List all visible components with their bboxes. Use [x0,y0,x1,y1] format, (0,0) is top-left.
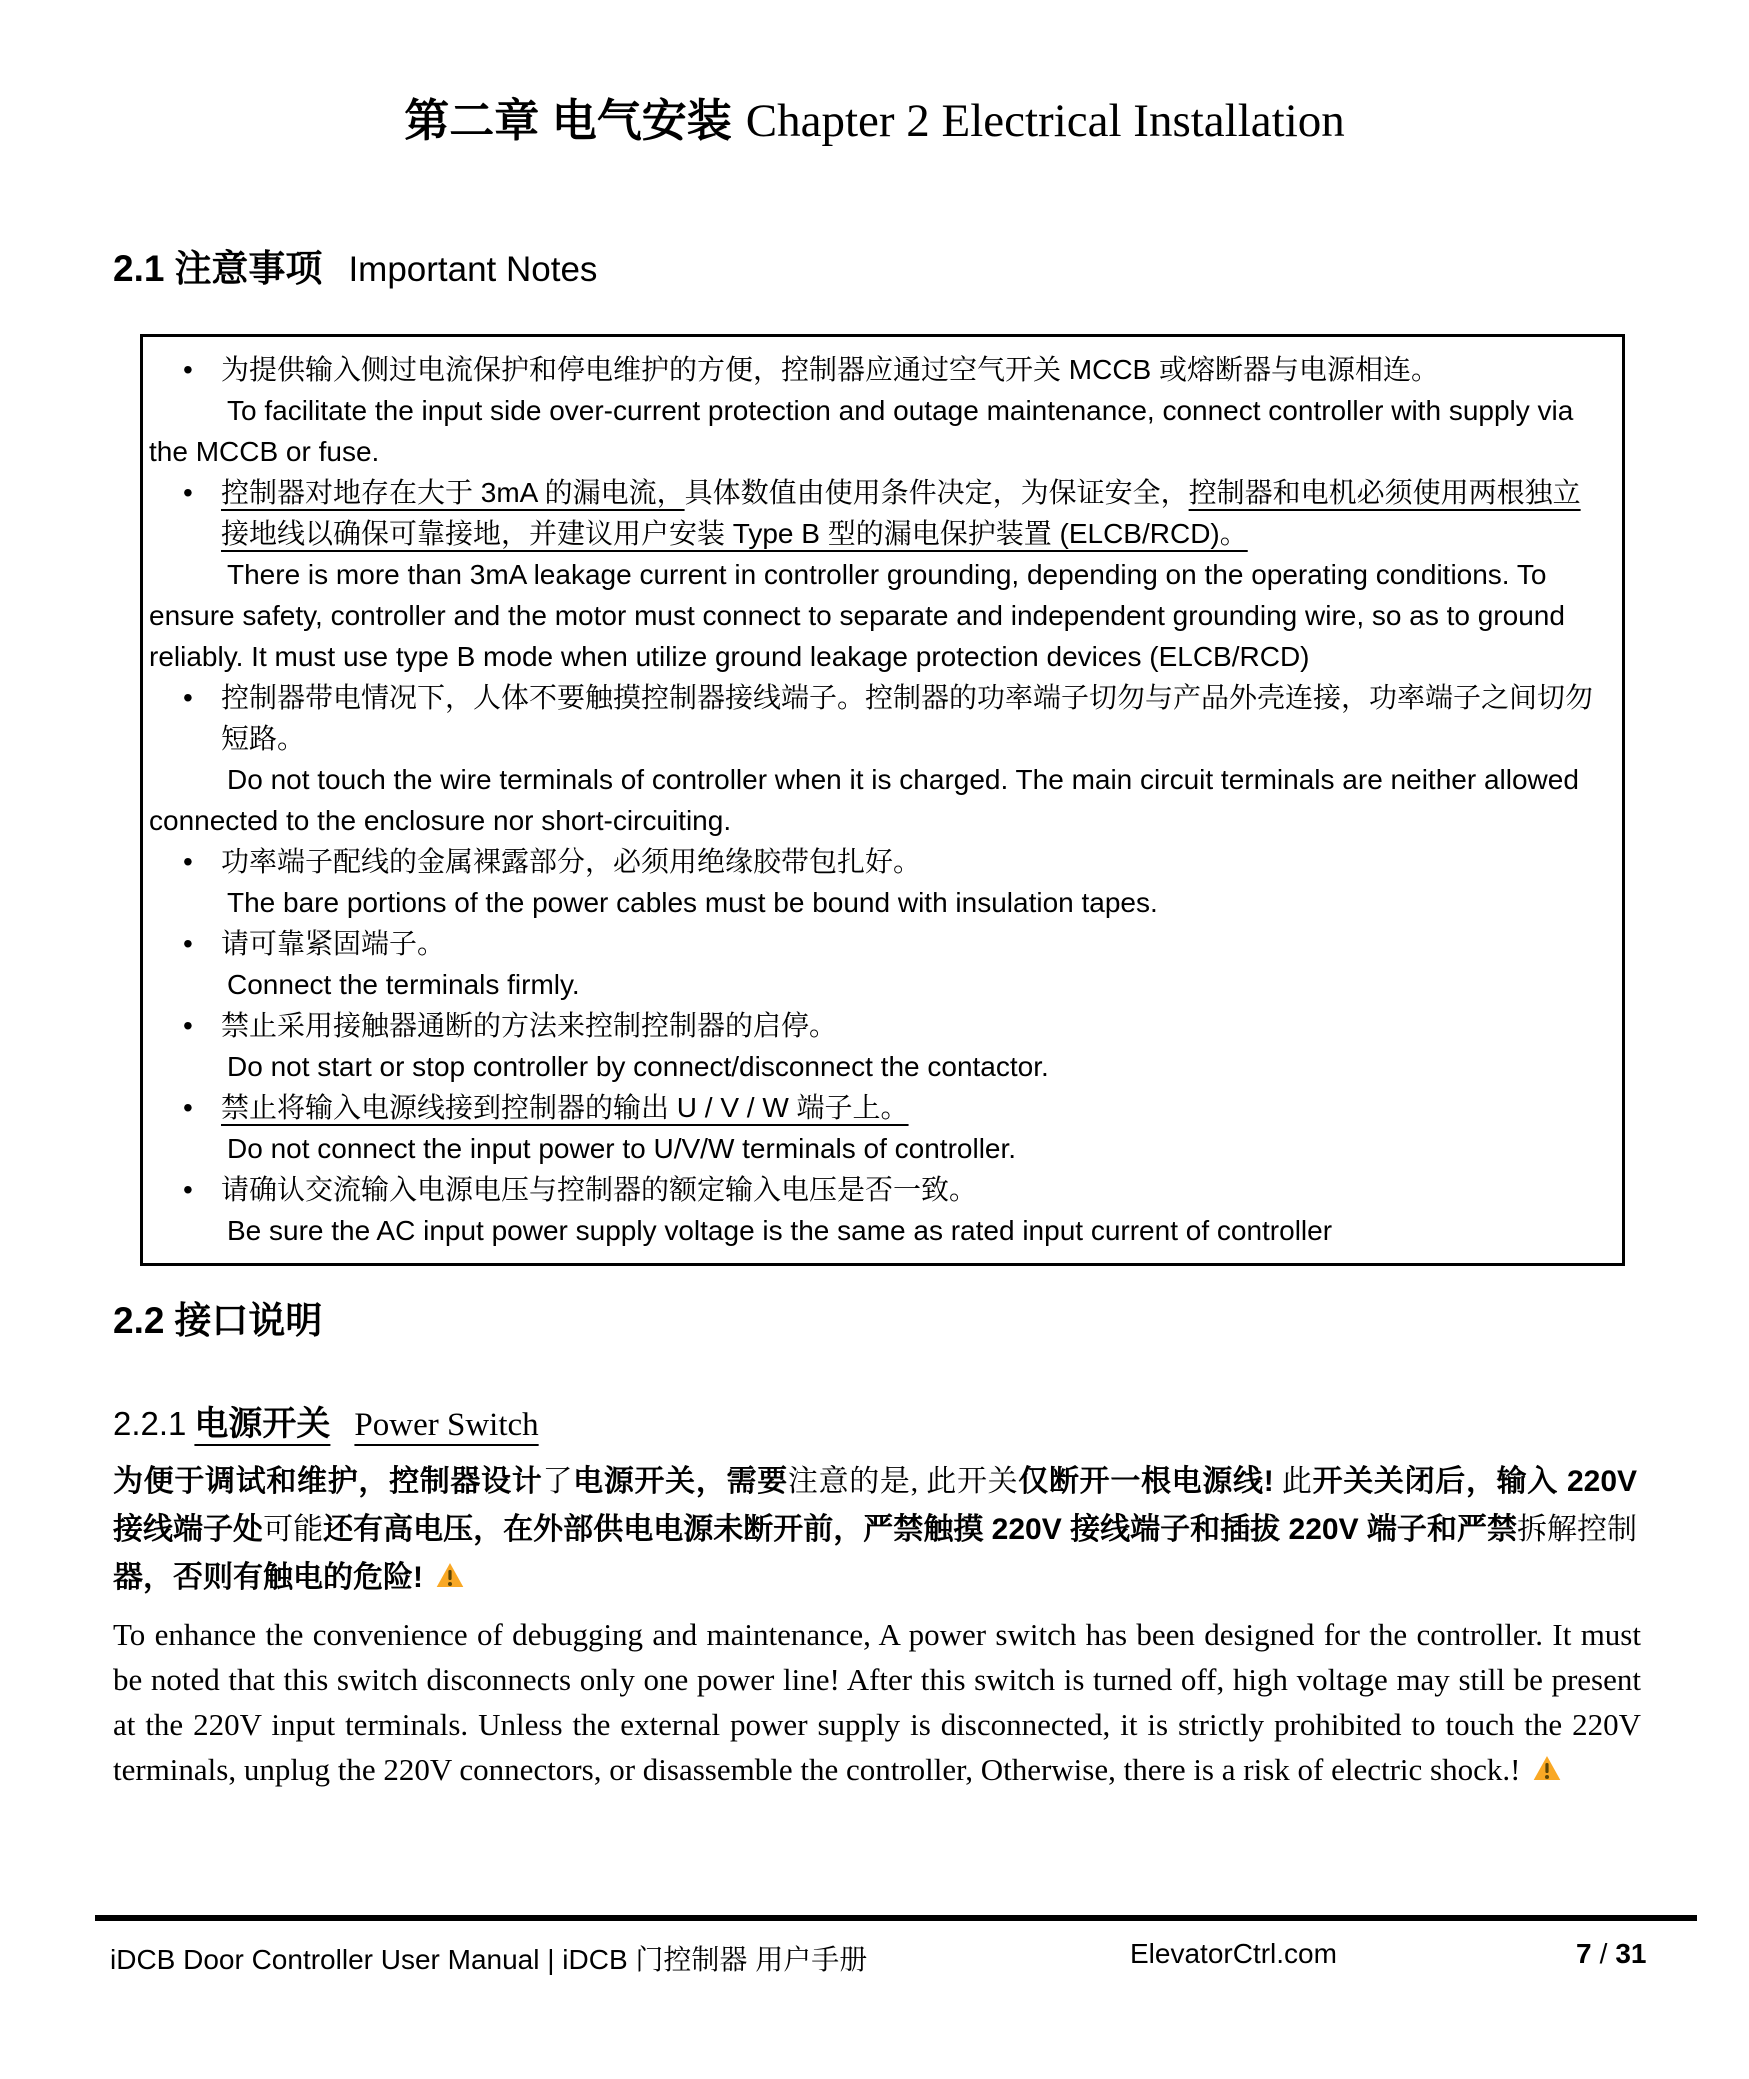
page-total: 31 [1615,1938,1647,1969]
note-item [149,349,1602,472]
section-title-zh: 电源开关 [194,1405,331,1443]
important-notes-box [140,334,1625,1266]
note-zh-line [149,1005,1602,1046]
warning-icon [1530,1751,1564,1796]
section-title-en: Important Notes [348,250,598,289]
note-item [149,677,1602,841]
bullet-icon: • [183,846,193,877]
power-switch-en-text: To enhance the convenience of debugging and maintenance, A power switch has been designed for the controller. It must be noted that this switch disconnects only one power line! After this switch is turned off, high voltage may still be present at the 220V input terminals. Unless the external power supply is disconnected, it is strictly prohibited to touch the 220V terminals, unplug the 220V connectors, or disassemble the controller, Otherwise, there is a risk of electric shock.! [113,1617,1641,1787]
footer-manual-title: iDCB Door Controller User Manual | iDCB 门控制器 用户手册 [110,1944,868,1975]
note-zh-text: 控制器对地存在大于 3mA 的漏电流，具体数值由使用条件决定，为保证安全，控制器和电机必须使用两根独立接地线以确保可靠接地，并建议用户安装 Type B 型的漏电保护装置 (ELCB/RCD)。 [221,477,1581,549]
bullet-icon: • [183,354,193,385]
section-number: 2.1 [113,248,165,289]
bullet-icon: • [183,1092,193,1123]
page-current: 7 [1576,1938,1592,1969]
note-zh-text: 请确认交流输入电源电压与控制器的额定输入电压是否一致。 [221,1174,978,1205]
note-item [149,472,1602,677]
note-en-line: There is more than 3mA leakage current in controller grounding, depending on the operating conditions. To ensure safety, controller and the motor must connect to separate and independent grounding wire, so as to ground reliably. It must use type B mode when utilize ground leakage protection devices (ELCB/RCD) [149,559,1565,672]
note-zh-text: 禁止将输入电源线接到控制器的输出 U / V / W 端子上。 [221,1092,909,1123]
footer-page-number [1576,1938,1647,1970]
footer-website: ElevatorCtrl.com [1130,1938,1337,1969]
note-en-line: Do not start or stop controller by connect/disconnect the contactor. [227,1051,1049,1082]
section-title-en: Power Switch [354,1407,539,1443]
note-zh-line [149,1087,1602,1128]
note-item [149,1005,1602,1087]
bullet-icon: • [183,1174,193,1205]
note-item [149,1087,1602,1169]
section-heading-2-2 [113,1290,322,1344]
bullet-icon: • [183,477,193,508]
note-zh-text: 控制器带电情况下，人体不要触摸控制器接线端子。控制器的功率端子切勿与产品外壳连接，功率端子之间切勿短路。 [221,682,1594,754]
note-item [149,923,1602,1005]
note-zh-text: 请可靠紧固端子。 [221,928,446,959]
power-switch-zh-text: 为便于调试和维护，控制器设计了电源开关，需要注意的是, 此开关仅断开一根电源线! 此开关关闭后，输入 220V 接线端子处可能还有高电压，在外部供电电源未断开前，严禁触摸 220V 接线端子和插拔 220V 端子和严禁拆解控制器，否则有触电的危险! [113,1465,1638,1594]
section-heading-2-1 [113,238,597,292]
note-en-line: Be sure the AC input power supply voltage is the same as rated input current of controller [227,1215,1333,1246]
note-zh-line [149,841,1602,882]
footer-rule [95,1915,1697,1921]
section-title-zh: 注意事项 [174,248,323,289]
power-switch-paragraph-zh [113,1458,1637,1606]
warning-icon [433,1558,467,1606]
note-zh-line [149,1169,1602,1210]
note-item [149,841,1602,923]
section-title-group [194,1405,538,1442]
note-en-line: To facilitate the input side over-current protection and outage maintenance, connect controller with supply via the MCCB or fuse. [149,395,1574,467]
note-zh-text: 禁止采用接触器通断的方法来控制控制器的启停。 [221,1010,838,1041]
section-heading-2-2-1 [113,1396,539,1445]
section-title-zh: 接口说明 [174,1300,323,1341]
note-zh-text: 为提供输入侧过电流保护和停电维护的方便，控制器应通过空气开关 MCCB 或熔断器与电源相连。 [221,354,1440,385]
section-number: 2.2.1 [113,1405,187,1442]
note-en-line: Do not connect the input power to U/V/W terminals of controller. [227,1133,1017,1164]
bullet-icon: • [183,928,193,959]
note-item [149,1169,1602,1251]
note-zh-line [149,472,1602,554]
bullet-icon: • [183,1010,193,1041]
note-en-line: Connect the terminals firmly. [227,969,580,1000]
power-switch-paragraph-en [113,1612,1641,1796]
chapter-title-zh: 第二章 电气安装 [404,95,732,146]
section-number: 2.2 [113,1300,165,1341]
note-zh-line [149,349,1602,390]
note-en-line: Do not touch the wire terminals of controller when it is charged. The main circuit terminals are neither allowed connected to the enclosure nor short-circuiting. [149,764,1579,836]
note-en-line: The bare portions of the power cables must be bound with insulation tapes. [227,887,1158,918]
page-separator: / [1599,1938,1608,1969]
bullet-icon: • [183,682,193,713]
chapter-title [0,84,1749,149]
note-zh-line [149,923,1602,964]
note-zh-line [149,677,1602,759]
chapter-title-en: Chapter 2 Electrical Installation [745,95,1345,147]
note-zh-text: 功率端子配线的金属裸露部分，必须用绝缘胶带包扎好。 [221,846,922,877]
